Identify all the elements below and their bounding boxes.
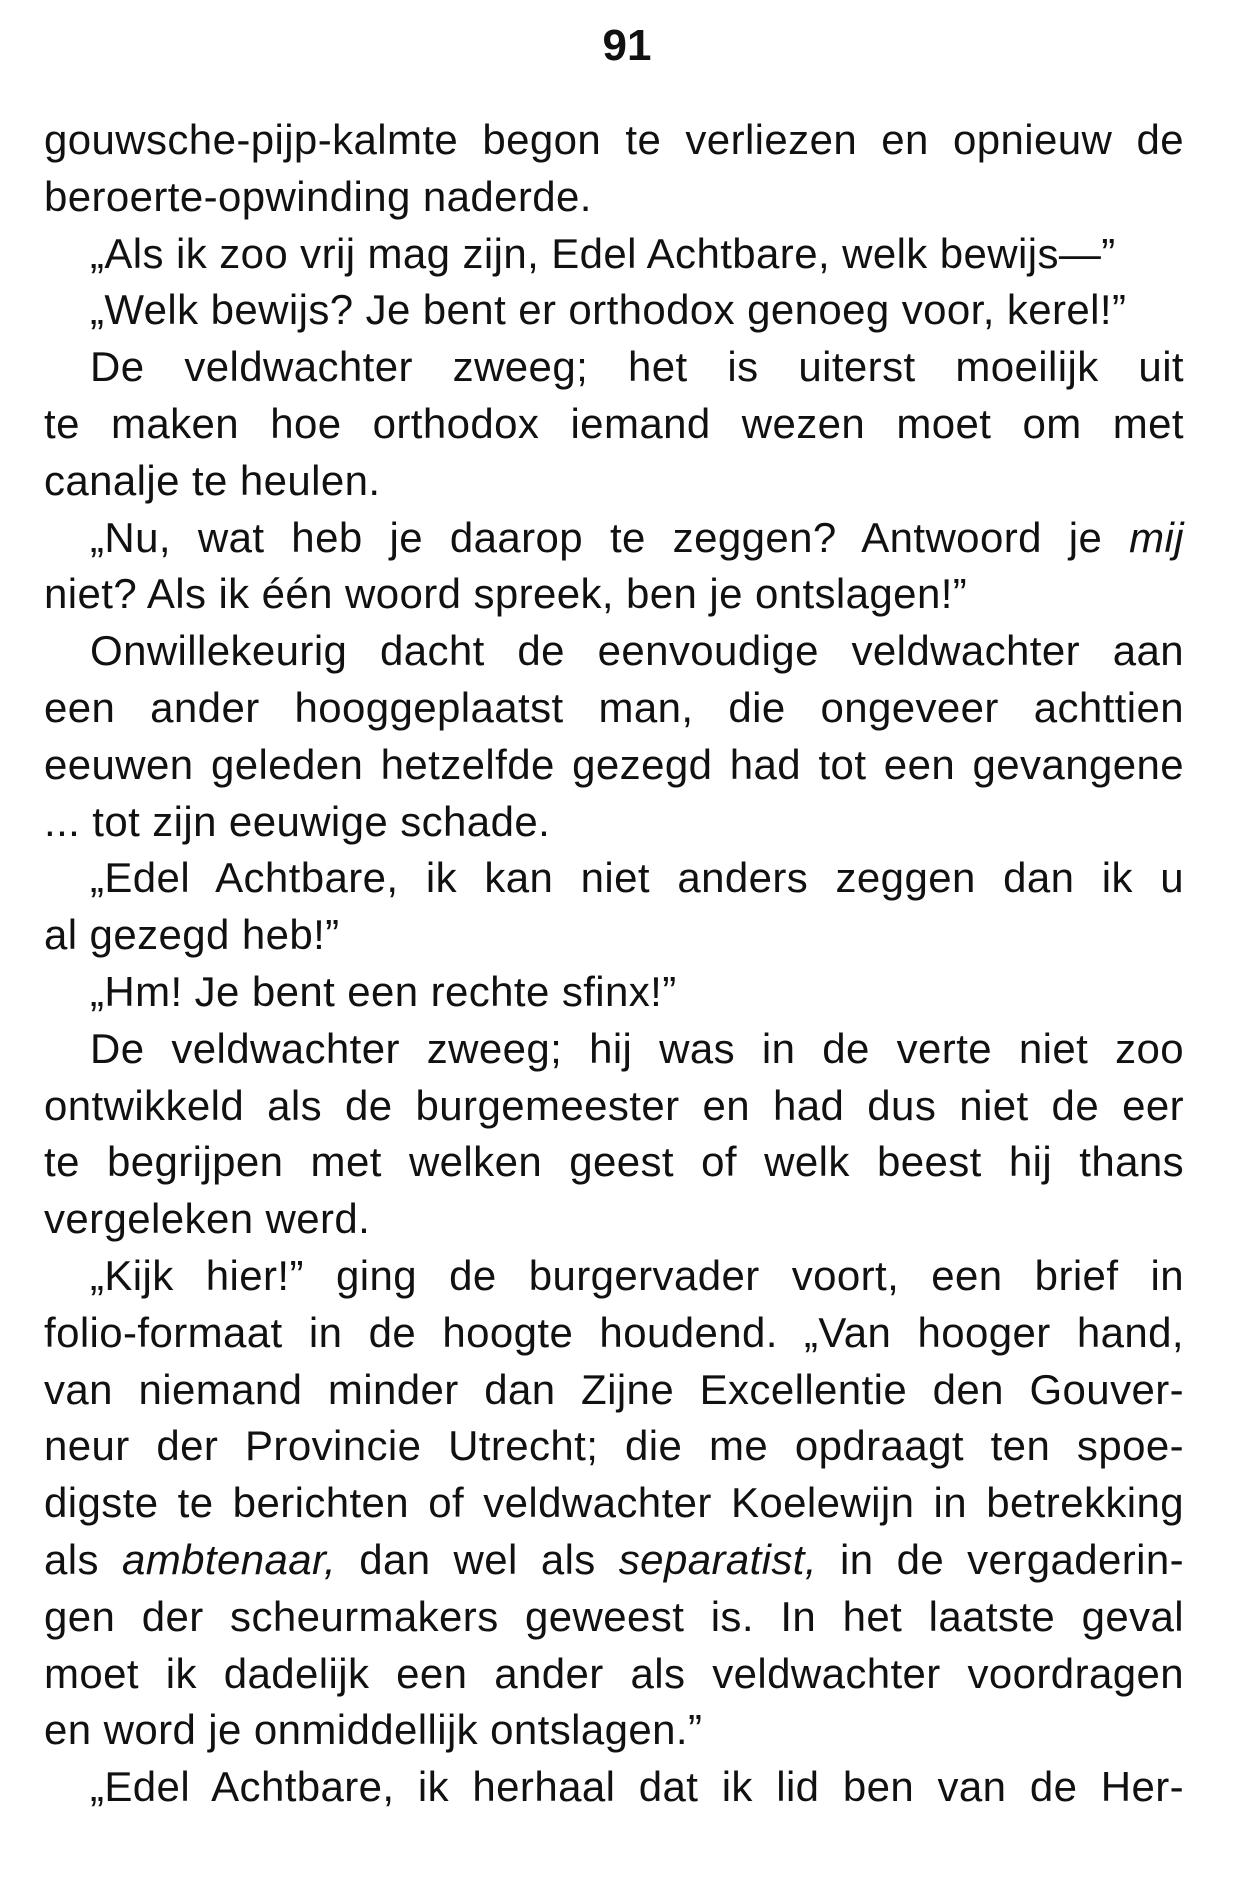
text-line: eeuwen geleden hetzelfde gezegd had tot een gevangene [44,740,1184,788]
text-line: en word je onmiddellijk ontslagen.” [44,1706,703,1754]
text-line: folio-formaat in de hoogte houdend. „Van hooger hand, [44,1308,1184,1356]
text-line: beroerte-opwinding naderde. [44,172,592,220]
text-segment: „Nu, wat heb je daarop te zeggen? Antwoord je [90,513,1130,561]
text-line: Onwillekeurig dacht de eenvoudige veldwachter aan [90,627,1184,675]
emphasis-word: separatist, [618,1535,817,1583]
text-line: De veldwachter zweeg; hij was in de verte niet zoo [90,1024,1184,1072]
text-segment: dan wel als [336,1535,619,1583]
text-line: neur der Provincie Utrecht; die me opdraagt ten spoe- [44,1422,1184,1470]
text-line: een ander hooggeplaatst man, die ongeveer achttien [44,683,1184,731]
text-line: „Hm! Je bent een rechte sfinx!” [90,967,677,1015]
text-line: ... tot zijn eeuwige schade. [44,797,551,845]
text-segment: als [44,1535,122,1583]
text-line: moet ik dadelijk een ander als veldwachter voordragen [44,1649,1184,1697]
text-line: digste te berichten of veldwachter Koelewijn in betrekking [44,1479,1184,1527]
text-line: gen der scheurmakers geweest is. In het laatste geval [44,1592,1184,1640]
text-line-with-emphasis [44,1532,1184,1589]
page-number: 91 [602,21,652,70]
text-line: „Edel Achtbare, ik herhaal dat ik lid ben van de Her- [90,1763,1184,1811]
text-line: vergeleken werd. [44,1195,371,1243]
emphasis-word: ambtenaar, [121,1535,337,1583]
text-line: ontwikkeld als de burgemeester en had dus niet de eer [44,1081,1184,1129]
text-segment: in de vergaderin- [816,1535,1184,1583]
text-line: De veldwachter zweeg; het is uiterst moeilijk uit [90,343,1184,391]
text-line: gouwsche-pijp-kalmte begon te verliezen en opnieuw de [44,116,1184,163]
text-line: al gezegd heb!” [44,911,340,959]
text-line-with-emphasis [44,510,1184,567]
text-line: niet? Als ik één woord spreek, ben je ontslagen!” [44,570,968,618]
page-body [44,112,1184,1816]
emphasis-word: mij [1129,513,1184,561]
text-line: „Kijk hier!” ging de burgervader voort, een brief in [90,1251,1184,1299]
text-line: van niemand minder dan Zijne Excellentie den Gouver- [44,1365,1184,1413]
text-line: „Edel Achtbare, ik kan niet anders zeggen dan ik u [90,854,1184,902]
text-line: te begrijpen met welken geest of welk beest hij thans [44,1138,1184,1186]
text-line: „Als ik zoo vrij mag zijn, Edel Achtbare, welk bewijs—” [90,229,1116,277]
text-line: „Welk bewijs? Je bent er orthodox genoeg voor, kerel!” [90,286,1127,334]
text-line: te maken hoe orthodox iemand wezen moet om met [44,399,1184,447]
text-line: canalje te heulen. [44,456,381,504]
